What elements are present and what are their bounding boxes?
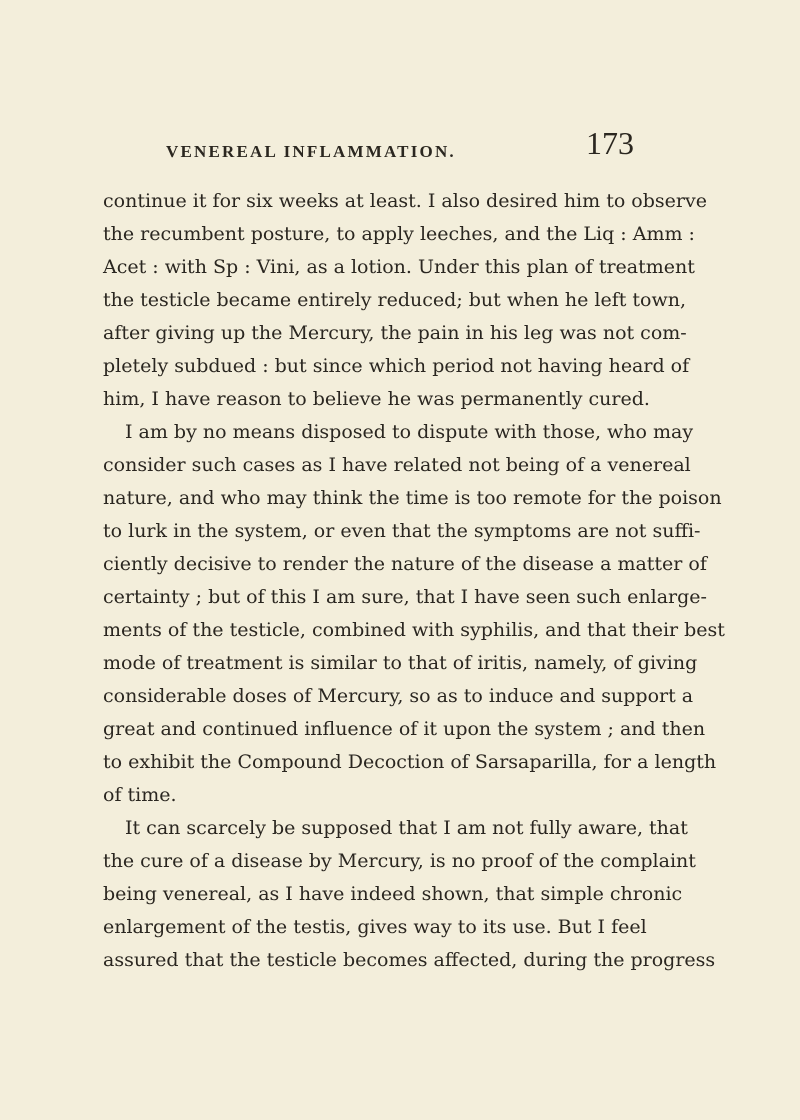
text-line: being venereal, as I have indeed shown, that simple chronic	[103, 883, 683, 905]
text-line: certainty ; but of this I am sure, that I have seen such enlarge-	[103, 586, 707, 608]
text-line: after giving up the Mercury, the pain in his leg was not com-	[103, 322, 687, 344]
text-line: considerable doses of Mercury, so as to induce and support a	[103, 685, 694, 707]
text-line: Acet : with Sp : Vini, as a lotion. Under this plan of treatment	[103, 256, 695, 278]
text-line: to lurk in the system, or even that the symptoms are not suffi-	[103, 520, 701, 542]
text-line: pletely subdued : but since which period not having heard of	[103, 355, 690, 377]
text-line: of time.	[103, 784, 177, 806]
page-number: 173	[586, 125, 634, 161]
text-line: mode of treatment is similar to that of iritis, namely, of giving	[103, 652, 698, 674]
text-line: continue it for six weeks at least. I also desired him to observe	[103, 190, 707, 212]
text-line: ments of the testicle, combined with syphilis, and that their best	[103, 619, 725, 641]
text-line: the cure of a disease by Mercury, is no proof of the complaint	[103, 850, 696, 872]
text-line: ciently decisive to render the nature of the disease a matter of	[103, 553, 707, 575]
text-line: It can scarcely be supposed that I am not fully aware, that	[125, 817, 688, 839]
text-line: great and continued influence of it upon the system ; and then	[103, 718, 706, 740]
text-line: the recumbent posture, to apply leeches, and the Liq : Amm :	[103, 223, 695, 245]
text-line: consider such cases as I have related not being of a venereal	[103, 454, 691, 476]
text-line: I am by no means disposed to dispute with those, who may	[125, 421, 694, 443]
text-line: enlargement of the testis, gives way to its use. But I feel	[103, 916, 647, 938]
running-head: VENEREAL INFLAMMATION.	[166, 142, 456, 161]
text-line: him, I have reason to believe he was permanently cured.	[103, 388, 650, 410]
text-line: to exhibit the Compound Decoction of Sarsaparilla, for a length	[103, 751, 717, 773]
text-line: the testicle became entirely reduced; but when he left town,	[103, 289, 687, 311]
text-line: assured that the testicle becomes affected, during the progress	[103, 949, 716, 971]
text-line: nature, and who may think the time is too remote for the poison	[103, 487, 722, 509]
